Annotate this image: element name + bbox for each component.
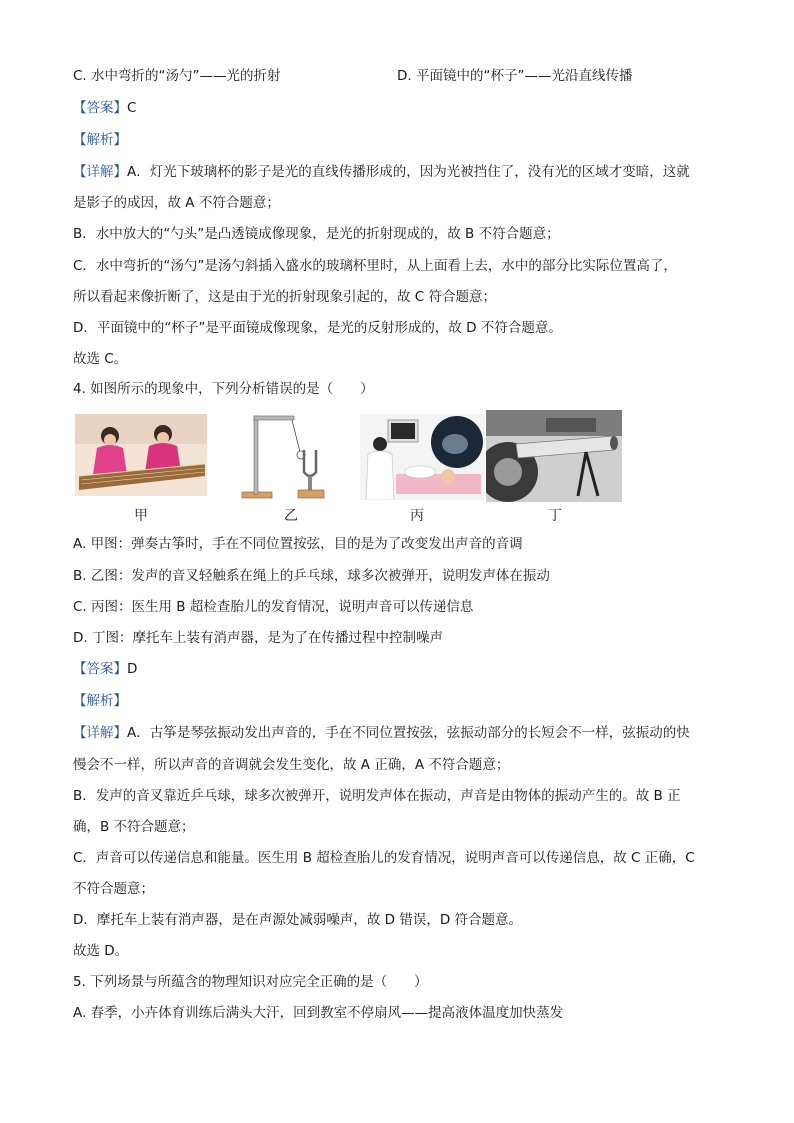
q3-detail-d: D．平面镜中的“杯子”是平面镜成像现象，是光的反射形成的，故 D 不符合题意。: [73, 320, 562, 336]
detail-text: A．灯光下玻璃杯的影子是光的直线传播形成的，因为光被挡住了，没有光的区域才变暗，这就: [127, 164, 690, 180]
guzheng-image: [75, 414, 207, 500]
q4-detail-d: D．摩托车上装有消声器，是在声源处减弱噪声，故 D 错误，D 符合题意。: [73, 912, 523, 928]
q4-detail-a-1: [73, 724, 690, 742]
q3-analysis-tag: 【解析】: [73, 132, 127, 148]
q4-figures: [75, 410, 625, 530]
q5-option-a: A. 春季，小卉体育训练后满头大汗，回到教室不停扇风——提高液体温度加快蒸发: [73, 1005, 564, 1021]
q4-detail-a-2: 慢会不一样，所以声音的音调就会发生变化，故 A 正确，A 不符合题意；: [73, 757, 510, 773]
q4-detail-b-1: B．发声的音叉靠近乒乓球，球多次被弹开，说明发声体在振动，声音是由物体的振动产生的。故 B 正: [73, 788, 681, 804]
figure-label-ding: 丁: [548, 508, 562, 524]
q3-detail-b: B．水中放大的“勺头”是凸透镜成像现象，是光的折射现成的，故 B 不符合题意；: [73, 226, 560, 242]
detail-text: A．古筝是琴弦振动发出声音的，手在不同位置按弦，弦振动部分的长短会不一样，弦振动的快: [127, 725, 690, 741]
q3-answer-line: [73, 99, 136, 117]
q4-detail-c-2: 不符合题意；: [73, 881, 154, 897]
detail-tag: 【详解】: [73, 164, 127, 180]
figure-label-yi: 乙: [284, 508, 298, 524]
answer-value: C: [127, 100, 137, 116]
q4-detail-b-2: 确，B 不符合题意；: [73, 819, 195, 835]
q3-detail-a-2: 是影子的成因，故 A 不符合题意；: [73, 195, 280, 211]
answer-tag: 【答案】: [73, 661, 127, 677]
q4-option-b: B. 乙图：发声的音叉轻触系在绳上的乒乓球，球多次被弹开，说明发声体在振动: [73, 568, 550, 584]
q4-option-a: A. 甲图：弹奏古筝时，手在不同位置按弦，目的是为了改变发出声音的音调: [73, 536, 523, 552]
q3-option-d: D. 平面镜中的“杯子”——光沿直线传播: [397, 68, 633, 84]
q5-stem: 5. 下列场景与所蕴含的物理知识对应完全正确的是（ ）: [73, 974, 428, 990]
answer-tag: 【答案】: [73, 100, 127, 116]
muffler-image: [486, 410, 622, 506]
answer-value: D: [127, 661, 138, 677]
q3-detail-a-1: [73, 163, 690, 181]
detail-tag: 【详解】: [73, 725, 127, 741]
q4-answer-line: [73, 660, 137, 678]
q3-option-c: C. 水中弯折的“汤勺”——光的折射: [73, 68, 281, 84]
figure-label-bing: 丙: [410, 508, 424, 524]
q4-analysis-tag: 【解析】: [73, 693, 127, 709]
ultrasound-image: [360, 414, 485, 504]
q4-option-d: D. 丁图：摩托车上装有消声器，是为了在传播过程中控制噪声: [73, 630, 443, 646]
q4-stem: 4. 如图所示的现象中，下列分析错误的是（ ）: [73, 381, 374, 397]
figure-label-jia: 甲: [134, 508, 148, 524]
tuning-fork-image: [238, 410, 338, 506]
q4-conclusion: 故选 D。: [73, 943, 129, 959]
q4-detail-c-1: C．声音可以传递信息和能量。医生用 B 超检查胎儿的发育情况，说明声音可以传递信息，故 C 正确，C: [73, 850, 695, 866]
q3-conclusion: 故选 C。: [73, 351, 128, 367]
q4-option-c: C. 丙图：医生用 B 超检查胎儿的发育情况，说明声音可以传递信息: [73, 599, 474, 615]
q3-detail-c-2: 所以看起来像折断了，这是由于光的折射现象引起的，故 C 符合题意；: [73, 289, 497, 305]
q3-detail-c-1: C．水中弯折的“汤勺”是汤勺斜插入盛水的玻璃杯里时，从上面看上去，水中的部分比实际位置高了，: [73, 258, 677, 274]
